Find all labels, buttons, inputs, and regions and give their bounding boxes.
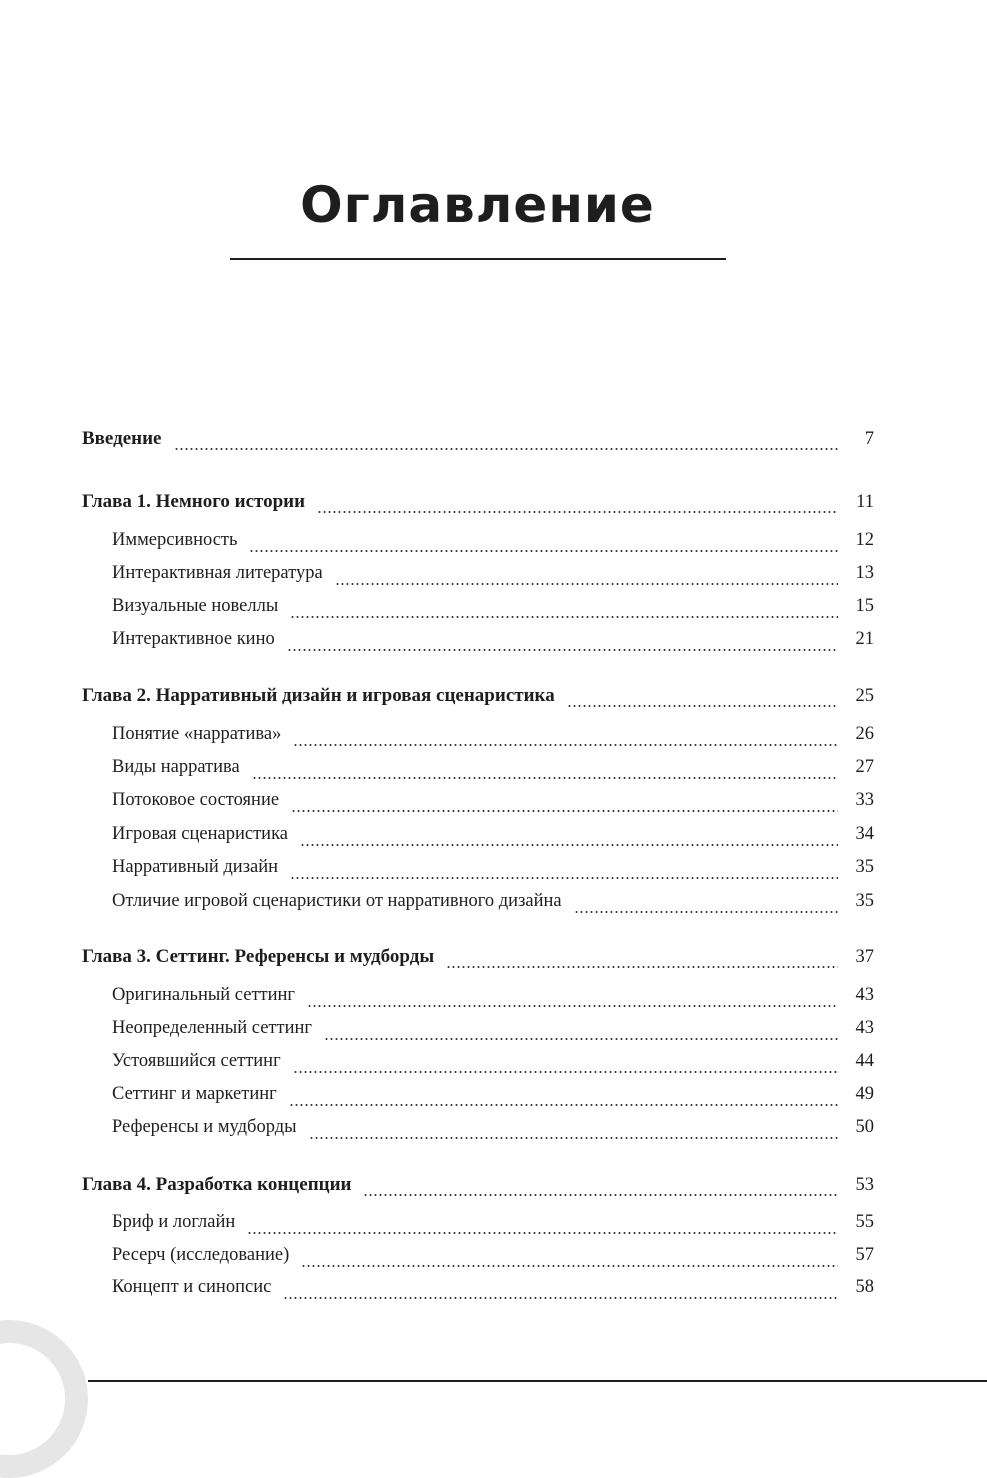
toc-entry-label: Бриф и логлайн [112, 1212, 236, 1232]
toc-entry-label: Ресерч (исследование) [112, 1245, 290, 1265]
toc-entry-label: Референсы и мудборды [112, 1117, 297, 1137]
toc-entry[interactable] [82, 428, 874, 458]
toc-entry-label: Отличие игровой сценаристики от нарративного дизайна [112, 891, 562, 911]
toc-entry-label: Неопределенный сеттинг [112, 1018, 312, 1038]
toc-entry[interactable] [112, 629, 874, 659]
toc-entry[interactable] [112, 891, 874, 921]
toc-entry-label: Игровая сценаристика [112, 824, 288, 844]
toc-entry[interactable] [112, 824, 874, 854]
toc-entry-page: 43 [855, 985, 874, 1005]
dot-leader [249, 550, 838, 552]
toc-entry-label: Глава 4. Разработка концепции [82, 1174, 352, 1195]
toc-entry-page: 33 [855, 790, 874, 810]
toc-entry-label: Глава 2. Нарративный дизайн и игровая сценаристика [82, 685, 555, 706]
toc-entry[interactable] [112, 1084, 874, 1114]
toc-entry-page: 12 [855, 530, 874, 550]
dot-leader [247, 1232, 838, 1234]
toc-entry-page: 21 [855, 629, 874, 649]
dot-leader [446, 966, 838, 968]
dot-leader [290, 877, 838, 879]
toc-entry-page: 44 [855, 1051, 874, 1071]
toc-entry[interactable] [82, 491, 874, 521]
dot-leader [252, 777, 838, 779]
toc-entry-page: 43 [855, 1018, 874, 1038]
footer-rule [88, 1380, 987, 1382]
toc-entry-page: 27 [855, 757, 874, 777]
toc-entry-label: Понятие «нарратива» [112, 724, 282, 744]
dot-leader [287, 649, 838, 651]
toc-entry-page: 35 [855, 891, 874, 911]
toc-entry[interactable] [112, 1212, 874, 1242]
toc-entry-page: 26 [855, 724, 874, 744]
dot-leader [300, 844, 838, 846]
toc-entry[interactable] [112, 1277, 874, 1307]
toc-entry[interactable] [112, 1245, 874, 1275]
toc-entry-label: Иммерсивность [112, 530, 238, 550]
toc-entry-label: Потоковое состояние [112, 790, 280, 810]
toc-entry[interactable] [82, 946, 874, 976]
dot-leader [307, 1005, 838, 1007]
dot-leader [309, 1137, 838, 1139]
dot-leader [289, 1104, 838, 1106]
toc-entry-label: Сеттинг и маркетинг [112, 1084, 277, 1104]
dot-leader [363, 1194, 838, 1196]
title-underline [230, 258, 726, 260]
toc-entry-page: 15 [855, 596, 874, 616]
toc-entry[interactable] [112, 1051, 874, 1081]
toc-entry[interactable] [112, 1018, 874, 1048]
toc-entry-page: 35 [855, 857, 874, 877]
toc-entry-label: Концепт и синопсис [112, 1277, 272, 1297]
toc-entry[interactable] [112, 757, 874, 787]
toc-entry-page: 13 [855, 563, 874, 583]
toc-entry-page: 7 [864, 429, 874, 449]
dot-leader [574, 911, 838, 913]
toc-entry-label: Виды нарратива [112, 757, 240, 777]
toc-entry[interactable] [112, 563, 874, 593]
dot-leader [293, 744, 838, 746]
toc-entry-label: Интерактивная литература [112, 563, 323, 583]
toc-entry-label: Нарративный дизайн [112, 857, 279, 877]
toc-entry-page: 37 [855, 947, 874, 967]
toc-entry[interactable] [112, 530, 874, 560]
dot-leader [283, 1297, 838, 1299]
dot-leader [293, 1071, 838, 1073]
corner-ring-decoration [0, 1320, 88, 1478]
toc-entry-label: Введение [82, 428, 162, 449]
toc-entry-page: 58 [855, 1277, 874, 1297]
dot-leader [291, 810, 838, 812]
toc-entry-page: 53 [855, 1175, 874, 1195]
toc-entry-page: 34 [855, 824, 874, 844]
toc-entry[interactable] [82, 1174, 874, 1204]
toc-entry-label: Глава 3. Сеттинг. Референсы и мудборды [82, 946, 435, 967]
toc-entry-label: Устоявшийся сеттинг [112, 1051, 281, 1071]
dot-leader [335, 583, 838, 585]
toc-entry-page: 55 [855, 1212, 874, 1232]
dot-leader [174, 448, 839, 450]
dot-leader [324, 1038, 838, 1040]
toc-entry-page: 11 [856, 492, 874, 512]
toc-entry[interactable] [112, 1117, 874, 1147]
toc-entry[interactable] [112, 724, 874, 754]
toc-entry-page: 25 [855, 686, 874, 706]
toc-entry[interactable] [112, 790, 874, 820]
toc-entry[interactable] [112, 985, 874, 1015]
dot-leader [301, 1265, 838, 1267]
page-title: Оглавление [300, 176, 655, 234]
toc-entry-page: 50 [855, 1117, 874, 1137]
toc-entry[interactable] [112, 857, 874, 887]
toc-entry-page: 49 [855, 1084, 874, 1104]
toc-entry[interactable] [82, 685, 874, 715]
toc-entry-label: Интерактивное кино [112, 629, 275, 649]
dot-leader [317, 511, 838, 513]
dot-leader [290, 616, 838, 618]
toc-entry-label: Глава 1. Немного истории [82, 491, 306, 512]
dot-leader [567, 705, 838, 707]
toc-entry[interactable] [112, 596, 874, 626]
toc-entry-page: 57 [855, 1245, 874, 1265]
toc-entry-label: Оригинальный сеттинг [112, 985, 296, 1005]
toc-entry-label: Визуальные новеллы [112, 596, 279, 616]
